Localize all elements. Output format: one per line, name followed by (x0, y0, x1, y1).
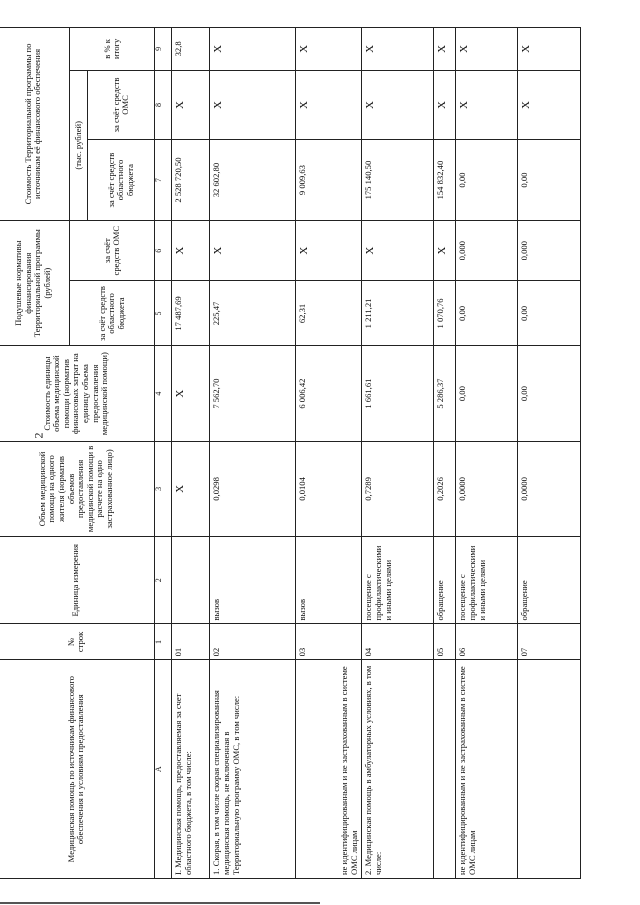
row-norm-oms: X (210, 220, 296, 281)
row-norm-oms: X (362, 220, 434, 281)
row-cost-budget: 0,00 (456, 140, 518, 221)
row-volume: 0,7289 (362, 441, 434, 536)
row-pct: X (362, 28, 434, 71)
row-label: не идентифицированным и не застрахованным в системе ОМС лицам (296, 660, 362, 879)
header-norm-group (0, 220, 69, 346)
col-number: 1 (155, 624, 172, 660)
row-cost-budget: 32 602,80 (210, 140, 296, 221)
row-norm-budget: 1 211,21 (362, 281, 434, 346)
row-cost-oms: X (456, 70, 518, 140)
row-cost: 7 562,70 (210, 346, 296, 441)
row-unit: посещение с профилактическими и иными целями (456, 537, 518, 624)
row-cost-budget: 0,00 (518, 140, 581, 221)
table-row (518, 28, 581, 879)
row-cost-budget: 175 140,50 (362, 140, 434, 221)
row-norm-budget: 0,00 (518, 281, 581, 346)
row-volume: 0,0298 (210, 441, 296, 536)
row-cost-oms: X (296, 70, 362, 140)
row-number: 01 (172, 624, 210, 660)
row-pct: X (434, 28, 456, 71)
row-norm-oms: X (172, 220, 210, 281)
row-norm-budget: 0,00 (456, 281, 518, 346)
row-unit: посещение с профилактическими и иными целями (362, 537, 434, 624)
table-row (434, 28, 456, 879)
table-row (172, 28, 210, 879)
table-row (296, 28, 362, 879)
header-pct: в % к итогу (69, 28, 154, 71)
header-norm-budget: за счёт средств областного бюджета (69, 281, 154, 346)
header-col-volume: Объем медицинской помощи на одного жителя (норматив объемов предоставления медицинской помощи в расчете на одно застрахованное лицо) (0, 441, 155, 536)
row-label: 2. Медицинская помощь в амбулаторных условиях, в том числе: (362, 660, 434, 879)
col-number: 6 (155, 220, 172, 281)
row-cost: 1 661,61 (362, 346, 434, 441)
row-norm-oms: 0,000 (456, 220, 518, 281)
row-cost-oms: X (434, 70, 456, 140)
header-norm-group-title: Подушевые нормативы финансирования Территориальной программы (13, 229, 43, 338)
row-norm-budget: 225,47 (210, 281, 296, 346)
row-cost-oms: X (518, 70, 581, 140)
rotated-table-container (0, 27, 581, 879)
page-number: 2 (31, 432, 46, 439)
table-row (456, 28, 518, 879)
row-cost-oms: X (172, 70, 210, 140)
row-unit (172, 537, 210, 624)
row-number: 06 (456, 624, 518, 660)
row-norm-oms: X (296, 220, 362, 281)
row-pct: X (296, 28, 362, 71)
col-number: 5 (155, 281, 172, 346)
col-number: А (155, 660, 172, 879)
row-pct: 32,8 (172, 28, 210, 71)
header-norm-group-unit: (рублей) (42, 267, 53, 299)
table-row (362, 28, 434, 879)
row-cost: 0,00 (518, 346, 581, 441)
header-col-unit: Единица измерения (0, 537, 155, 624)
row-pct: X (210, 28, 296, 71)
financing-table (0, 27, 581, 879)
header-cost-unit: (тыс. рублей) (69, 70, 87, 220)
col-number: 2 (155, 537, 172, 624)
header-cost-oms: за счёт средств ОМС (87, 70, 154, 140)
row-label (434, 660, 456, 879)
row-number: 07 (518, 624, 581, 660)
row-volume: X (172, 441, 210, 536)
col-number: 9 (155, 28, 172, 71)
row-cost: 6 006,42 (296, 346, 362, 441)
row-norm-budget: 62,31 (296, 281, 362, 346)
row-label: 1. Скорая, в том числе скорая специализированная медицинская помощь, не включенная в Территориальную программу ОМС, в том числе: (210, 660, 296, 879)
row-number: 03 (296, 624, 362, 660)
row-norm-budget: 17 487,69 (172, 281, 210, 346)
row-cost-budget: 154 832,40 (434, 140, 456, 221)
row-norm-budget: 1 070,76 (434, 281, 456, 346)
row-unit: обращение (518, 537, 581, 624)
header-cost-group: Стоимость Территориальной программы по источникам её финансового обеспечения (0, 28, 69, 221)
row-pct: X (456, 28, 518, 71)
row-volume: 0,0104 (296, 441, 362, 536)
row-pct: X (518, 28, 581, 71)
col-number: 4 (155, 346, 172, 441)
row-volume: 0,0000 (518, 441, 581, 536)
col-number: 7 (155, 140, 172, 221)
row-label: не идентифицированным и не застрахованным в системе ОМС лицам (456, 660, 518, 879)
row-cost: 0,00 (456, 346, 518, 441)
row-number: 04 (362, 624, 434, 660)
row-number: 05 (434, 624, 456, 660)
col-number: 8 (155, 70, 172, 140)
row-norm-oms: X (434, 220, 456, 281)
row-unit: вызов (296, 537, 362, 624)
header-col-a: Медицинская помощь по источникам финансового обеспечения и условиям предоставления (0, 660, 155, 879)
table-body (172, 28, 581, 879)
table-row (210, 28, 296, 879)
row-unit: вызов (210, 537, 296, 624)
header-cost-budget: за счёт средств областного бюджета (87, 140, 154, 221)
row-cost-oms: X (362, 70, 434, 140)
row-cost-budget: 2 528 720,50 (172, 140, 210, 221)
row-cost-budget: 9 009,63 (296, 140, 362, 221)
row-label: I. Медицинская помощь, предоставляемая за счет областного бюджета, в том числе: (172, 660, 210, 879)
header-norm-oms: за счёт средств ОМС (69, 220, 154, 281)
bottom-rule (0, 902, 320, 904)
row-unit: обращение (434, 537, 456, 624)
row-volume: 0,0000 (456, 441, 518, 536)
row-cost: X (172, 346, 210, 441)
row-norm-oms: 0,000 (518, 220, 581, 281)
row-cost-oms: X (210, 70, 296, 140)
header-col-num: № строк (0, 624, 155, 660)
row-label (518, 660, 581, 879)
row-volume: 0,2026 (434, 441, 456, 536)
col-number: 3 (155, 441, 172, 536)
row-number: 02 (210, 624, 296, 660)
row-cost: 5 286,37 (434, 346, 456, 441)
header-col-cost: Стоимость единицы объема медицинской помощи (норматив финансовых затрат на единицу объема предоставления медицинской помощи) (0, 346, 155, 441)
